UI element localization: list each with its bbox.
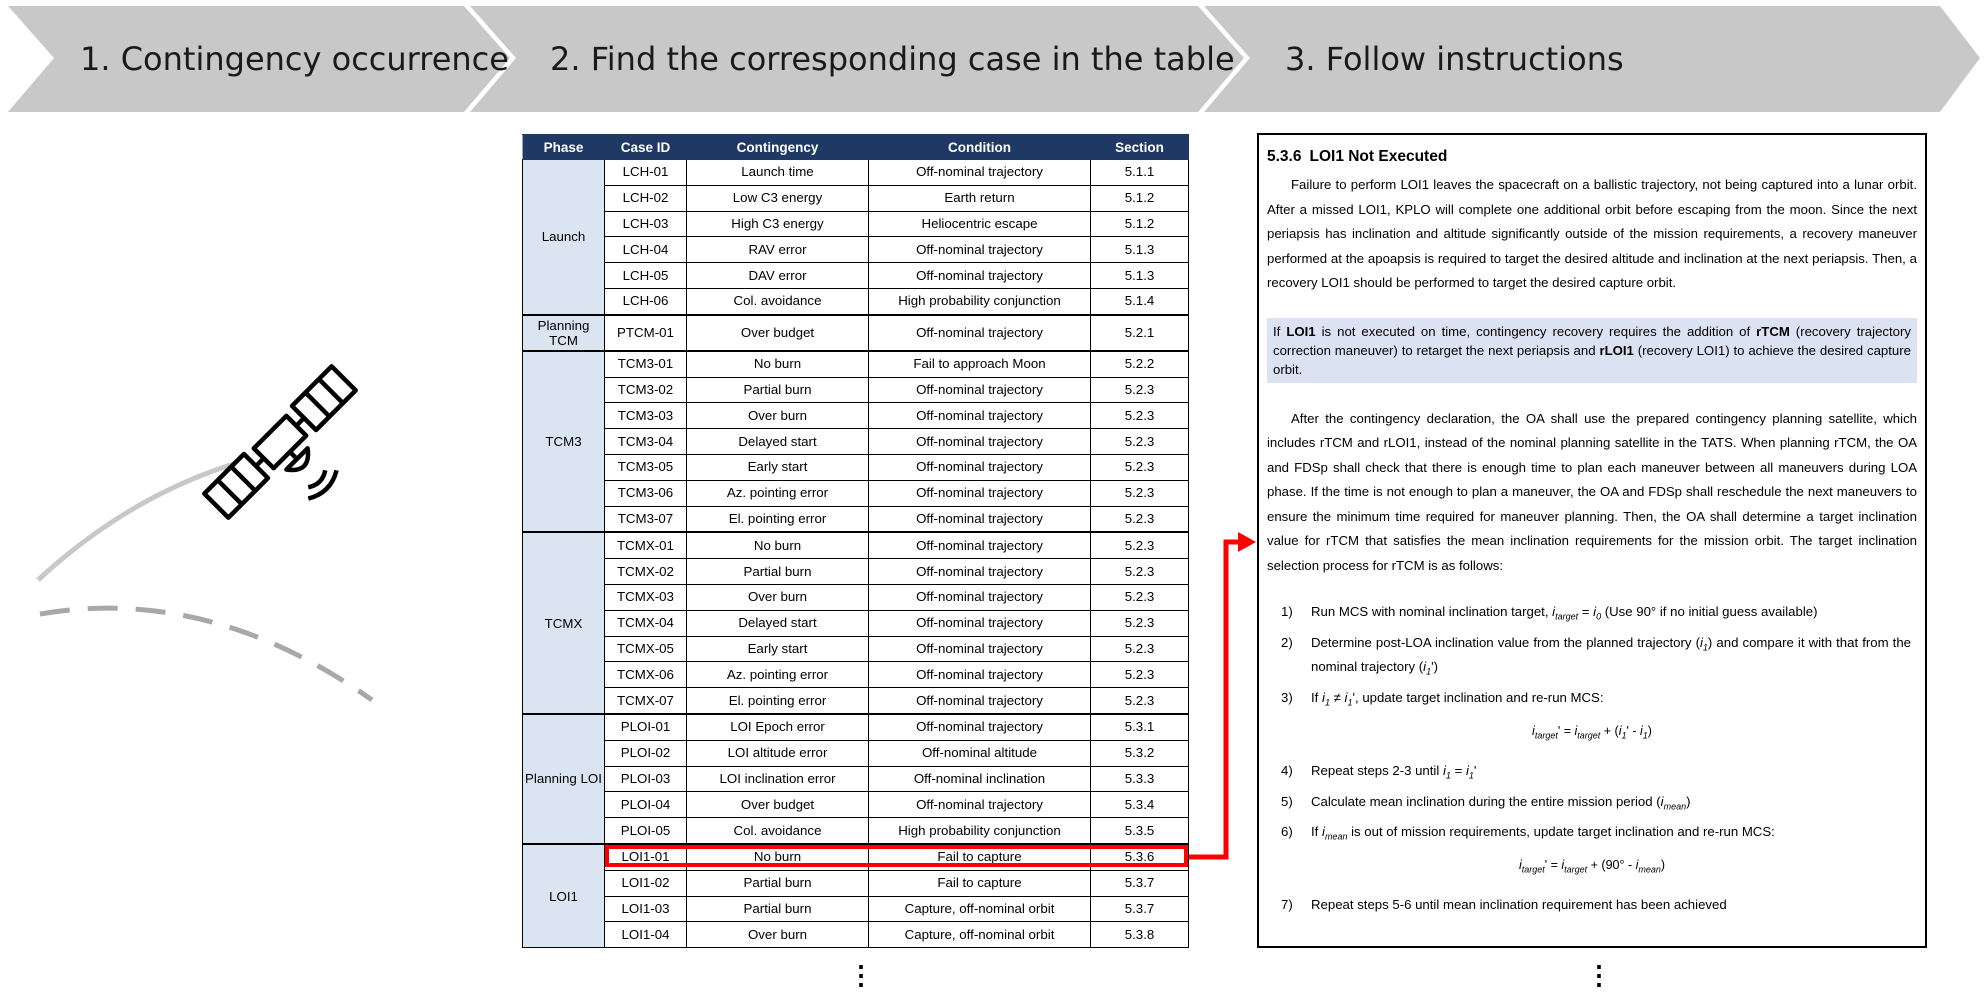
formula-1: $i_{target}' = i_{target} + (i_1' - i_1)$ xyxy=(1532,723,1652,741)
document-excerpt xyxy=(1257,133,1927,948)
section-cell: 5.2.3 xyxy=(1091,403,1189,429)
case-id-cell: LCH-03 xyxy=(605,211,687,237)
contingency-cell: Az. pointing error xyxy=(687,480,869,506)
section-cell: 5.2.1 xyxy=(1091,315,1189,351)
condition-cell: Earth return xyxy=(869,185,1091,211)
case-id-cell: TCMX-05 xyxy=(605,636,687,662)
table-body xyxy=(523,160,1189,948)
condition-cell: Off-nominal inclination xyxy=(869,766,1091,792)
section-cell: 5.1.3 xyxy=(1091,263,1189,289)
table-row xyxy=(523,559,1189,585)
step-2-label: 2. Find the corresponding case in the table xyxy=(550,40,1235,78)
case-id-cell: LCH-05 xyxy=(605,263,687,289)
contingency-cell: Over burn xyxy=(687,403,869,429)
contingency-cell: Over burn xyxy=(687,584,869,610)
section-cell: 5.1.3 xyxy=(1091,237,1189,263)
case-id-cell: TCMX-04 xyxy=(605,610,687,636)
table-row xyxy=(523,429,1189,455)
table-row xyxy=(523,237,1189,263)
section-cell: 5.2.3 xyxy=(1091,506,1189,532)
header-condition: Condition xyxy=(869,135,1091,160)
table-row xyxy=(523,818,1189,844)
table-row xyxy=(523,377,1189,403)
section-cell: 5.2.3 xyxy=(1091,688,1189,714)
table-row xyxy=(523,870,1189,896)
contingency-cell: Col. avoidance xyxy=(687,818,869,844)
table-row xyxy=(523,403,1189,429)
condition-cell: Off-nominal trajectory xyxy=(869,377,1091,403)
case-id-cell: TCMX-03 xyxy=(605,584,687,610)
phase-cell: LOI1 xyxy=(523,844,605,948)
phase-cell: Planning LOI xyxy=(523,714,605,844)
condition-cell: High probability conjunction xyxy=(869,288,1091,314)
contingency-cell: No burn xyxy=(687,351,869,377)
condition-cell: Off-nominal trajectory xyxy=(869,429,1091,455)
section-cell: 5.3.2 xyxy=(1091,740,1189,766)
condition-cell: Off-nominal trajectory xyxy=(869,480,1091,506)
contingency-cell: DAV error xyxy=(687,263,869,289)
section-cell: 5.2.3 xyxy=(1091,454,1189,480)
case-id-cell: TCM3-06 xyxy=(605,480,687,506)
contingency-cell: High C3 energy xyxy=(687,211,869,237)
header-case-id: Case ID xyxy=(605,135,687,160)
contingency-cell: Early start xyxy=(687,636,869,662)
section-cell: 5.3.6 xyxy=(1091,844,1189,870)
condition-cell: High probability conjunction xyxy=(869,818,1091,844)
section-title: LOI1 Not Executed xyxy=(1309,148,1448,165)
contingency-cell: No burn xyxy=(687,532,869,558)
table-row xyxy=(523,480,1189,506)
condition-cell: Off-nominal trajectory xyxy=(869,454,1091,480)
table-row xyxy=(523,922,1189,948)
table-row xyxy=(523,288,1189,314)
case-id-cell: TCMX-07 xyxy=(605,688,687,714)
contingency-cell: Partial burn xyxy=(687,870,869,896)
case-id-cell: TCM3-07 xyxy=(605,506,687,532)
section-number: 5.3.6 xyxy=(1267,148,1302,165)
contingency-cell: Partial burn xyxy=(687,896,869,922)
phase-cell: TCM3 xyxy=(523,351,605,533)
case-id-cell: LCH-06 xyxy=(605,288,687,314)
contingency-cell: Over burn xyxy=(687,922,869,948)
contingency-cell: El. pointing error xyxy=(687,506,869,532)
section-cell: 5.1.2 xyxy=(1091,185,1189,211)
table-row xyxy=(523,766,1189,792)
table-row xyxy=(523,351,1189,377)
condition-cell: Off-nominal trajectory xyxy=(869,559,1091,585)
contingency-cell: LOI inclination error xyxy=(687,766,869,792)
condition-cell: Off-nominal trajectory xyxy=(869,506,1091,532)
contingency-cell: Col. avoidance xyxy=(687,288,869,314)
condition-cell: Fail to capture xyxy=(869,844,1091,870)
table-row xyxy=(523,740,1189,766)
trajectory-curve xyxy=(38,462,240,580)
case-id-cell: LCH-04 xyxy=(605,237,687,263)
paragraph-2: After the contingency declaration, the OA shall use the prepared contingency planning satellite, which includes rTCM and rLOI1, instead of the nominal planning satellite in the TATS. When planning rTCM, the OA and FDSp shall check that there is enough time to plan each maneuver between all maneuvers during LOA phase. If the time is not enough to plan a maneuver, the OA and FDSp shall reschedule the next maneuvers to ensure the minimum time required for maneuver planning. Then, the OA shall determine a target inclination value for rTCM that satisfies the mean inclination requirements for the mission orbit. The target inclination selection process for rTCM is as follows: xyxy=(1267,410,1917,573)
section-cell: 5.3.1 xyxy=(1091,714,1189,740)
table-row xyxy=(523,584,1189,610)
section-cell: 5.3.4 xyxy=(1091,792,1189,818)
case-id-cell: PLOI-04 xyxy=(605,792,687,818)
table-row xyxy=(523,610,1189,636)
condition-cell: Heliocentric escape xyxy=(869,211,1091,237)
case-id-cell: TCM3-02 xyxy=(605,377,687,403)
step-2: 2) Determine post-LOA inclination value from the planned trajectory $(i_1)$ and compare it with that from the nominal trajectory $(i_1')$ xyxy=(1281,634,1911,677)
case-id-cell: LOI1-01 xyxy=(605,844,687,870)
condition-cell: Off-nominal trajectory xyxy=(869,584,1091,610)
case-id-cell: LCH-01 xyxy=(605,160,687,186)
section-cell: 5.2.3 xyxy=(1091,636,1189,662)
step-4: 4) Repeat steps 2-3 until $i_1 = i_1'$ xyxy=(1281,763,1477,781)
section-cell: 5.3.5 xyxy=(1091,818,1189,844)
section-cell: 5.2.3 xyxy=(1091,429,1189,455)
condition-cell: Off-nominal trajectory xyxy=(869,263,1091,289)
case-id-cell: PLOI-02 xyxy=(605,740,687,766)
condition-cell: Off-nominal trajectory xyxy=(869,532,1091,558)
satellite-illustration xyxy=(0,0,400,720)
contingency-cell: Over budget xyxy=(687,315,869,351)
phase-cell: Launch xyxy=(523,160,605,315)
table-row xyxy=(523,263,1189,289)
table-row xyxy=(523,662,1189,688)
highlighted-row-box xyxy=(605,845,1188,867)
table-row xyxy=(523,532,1189,558)
contingency-cell: Low C3 energy xyxy=(687,185,869,211)
header-section: Section xyxy=(1091,135,1189,160)
step-7: 7) Repeat steps 5-6 until mean inclination requirement has been achieved xyxy=(1281,897,1727,913)
condition-cell: Capture, off-nominal orbit xyxy=(869,922,1091,948)
case-id-cell: TCM3-05 xyxy=(605,454,687,480)
contingency-cell: Az. pointing error xyxy=(687,662,869,688)
header-contingency: Contingency xyxy=(687,135,869,160)
table-row xyxy=(523,714,1189,740)
formula-2: $i_{target}' = i_{target} + (90^\circ - i_{mean})$ xyxy=(1518,857,1666,875)
case-id-cell: LOI1-03 xyxy=(605,896,687,922)
case-id-cell: PTCM-01 xyxy=(605,315,687,351)
section-cell: 5.2.3 xyxy=(1091,559,1189,585)
contingency-cell: Launch time xyxy=(687,160,869,186)
table-continuation: ⋮ xyxy=(848,960,874,990)
section-cell: 5.3.7 xyxy=(1091,896,1189,922)
contingency-cell: Partial burn xyxy=(687,377,869,403)
condition-cell: Off-nominal trajectory xyxy=(869,636,1091,662)
table-row xyxy=(523,792,1189,818)
step-1: 1) Run MCS with nominal inclination target, $i_{target} = i_0$ (Use 90° if no initial guess available) xyxy=(1281,604,1818,622)
case-id-cell: LOI1-04 xyxy=(605,922,687,948)
contingency-cell: Partial burn xyxy=(687,559,869,585)
table-row xyxy=(523,160,1189,186)
condition-cell: Off-nominal trajectory xyxy=(869,662,1091,688)
section-cell: 5.3.8 xyxy=(1091,922,1189,948)
paragraph-1: Failure to perform LOI1 leaves the spacecraft on a ballistic trajectory, not being captured into a lunar orbit. After a missed LOI1, KPLO will complete one additional orbit before escaping from the moon. Since the next periapsis has inclination and altitude significantly outside of the mission requirements, a recovery maneuver performed at the apoapsis is required to target the desired altitude and inclination at the next periapsis. Then, a recovery LOI1 should be performed to target the desired capture orbit. xyxy=(1267,177,1917,290)
phase-cell: Planning TCM xyxy=(523,315,605,351)
case-id-cell: PLOI-05 xyxy=(605,818,687,844)
table-header-row xyxy=(523,135,1189,160)
section-cell: 5.2.3 xyxy=(1091,610,1189,636)
contingency-cell: No burn xyxy=(687,844,869,870)
section-cell: 5.3.7 xyxy=(1091,870,1189,896)
contingency-cell: Delayed start xyxy=(687,429,869,455)
step-5: 5) Calculate mean inclination during the entire mission period $(i_{mean})$ xyxy=(1281,793,1691,812)
case-id-cell: PLOI-01 xyxy=(605,714,687,740)
contingency-cell: LOI altitude error xyxy=(687,740,869,766)
condition-cell: Fail to approach Moon xyxy=(869,351,1091,377)
table-row xyxy=(523,506,1189,532)
section-cell: 5.1.1 xyxy=(1091,160,1189,186)
section-cell: 5.3.3 xyxy=(1091,766,1189,792)
contingency-cell: Over budget xyxy=(687,792,869,818)
condition-cell: Off-nominal trajectory xyxy=(869,714,1091,740)
table-row xyxy=(523,688,1189,714)
satellite-icon xyxy=(204,366,390,552)
step-3-label: 3. Follow instructions xyxy=(1285,40,1624,78)
section-cell: 5.1.4 xyxy=(1091,288,1189,314)
condition-cell: Capture, off-nominal orbit xyxy=(869,896,1091,922)
connector-arrow-line xyxy=(1188,542,1240,857)
condition-cell: Off-nominal trajectory xyxy=(869,160,1091,186)
case-id-cell: TCMX-06 xyxy=(605,662,687,688)
table-row xyxy=(523,896,1189,922)
contingency-table xyxy=(522,134,1188,948)
table-row xyxy=(523,315,1189,351)
condition-cell: Off-nominal trajectory xyxy=(869,792,1091,818)
table-row xyxy=(523,636,1189,662)
case-id-cell: TCMX-02 xyxy=(605,559,687,585)
contingency-cell: El. pointing error xyxy=(687,688,869,714)
trajectory-dashed-curve xyxy=(40,608,372,700)
contingency-cell: Delayed start xyxy=(687,610,869,636)
contingency-cell: RAV error xyxy=(687,237,869,263)
table-row xyxy=(523,454,1189,480)
table-row xyxy=(523,185,1189,211)
phase-cell: TCMX xyxy=(523,532,605,714)
contingency-cell: LOI Epoch error xyxy=(687,714,869,740)
condition-cell: Off-nominal altitude xyxy=(869,740,1091,766)
case-id-cell: LOI1-02 xyxy=(605,870,687,896)
step-1-label: 1. Contingency occurrence xyxy=(80,40,509,78)
header-phase: Phase xyxy=(523,135,605,160)
document-continuation: ⋮ xyxy=(1586,960,1612,990)
case-id-cell: PLOI-03 xyxy=(605,766,687,792)
step-6: 6) If $i_{mean}$ is out of mission requirements, update target inclination and re-run MCS: xyxy=(1281,824,1775,842)
condition-cell: Off-nominal trajectory xyxy=(869,610,1091,636)
section-cell: 5.2.3 xyxy=(1091,584,1189,610)
case-id-cell: TCM3-01 xyxy=(605,351,687,377)
condition-cell: Off-nominal trajectory xyxy=(869,237,1091,263)
condition-cell: Off-nominal trajectory xyxy=(869,403,1091,429)
section-cell: 5.2.3 xyxy=(1091,662,1189,688)
section-cell: 5.1.2 xyxy=(1091,211,1189,237)
section-cell: 5.2.2 xyxy=(1091,351,1189,377)
case-id-cell: TCM3-04 xyxy=(605,429,687,455)
condition-cell: Fail to capture xyxy=(869,870,1091,896)
connector-arrow-head xyxy=(1238,532,1256,552)
section-cell: 5.2.3 xyxy=(1091,532,1189,558)
condition-cell: Off-nominal trajectory xyxy=(869,315,1091,351)
case-id-cell: TCM3-03 xyxy=(605,403,687,429)
table-row xyxy=(523,211,1189,237)
step-3: 3) If $i_1 \ne i_1'$, update target inclination and re-run MCS: xyxy=(1281,689,1604,708)
contingency-cell: Early start xyxy=(687,454,869,480)
callout-box: If LOI1 is not executed on time, contingency recovery requires the addition of rTCM (recovery trajectory correction maneuver) to retarget the next periapsis and rLOI1 (recovery LOI1) to achieve the desired capture orbit. xyxy=(1267,318,1917,383)
case-id-cell: TCMX-01 xyxy=(605,532,687,558)
procedure-steps xyxy=(1267,602,1917,914)
section-cell: 5.2.3 xyxy=(1091,480,1189,506)
section-heading xyxy=(1267,145,1917,169)
case-id-cell: LCH-02 xyxy=(605,185,687,211)
condition-cell: Off-nominal trajectory xyxy=(869,688,1091,714)
section-cell: 5.2.3 xyxy=(1091,377,1189,403)
